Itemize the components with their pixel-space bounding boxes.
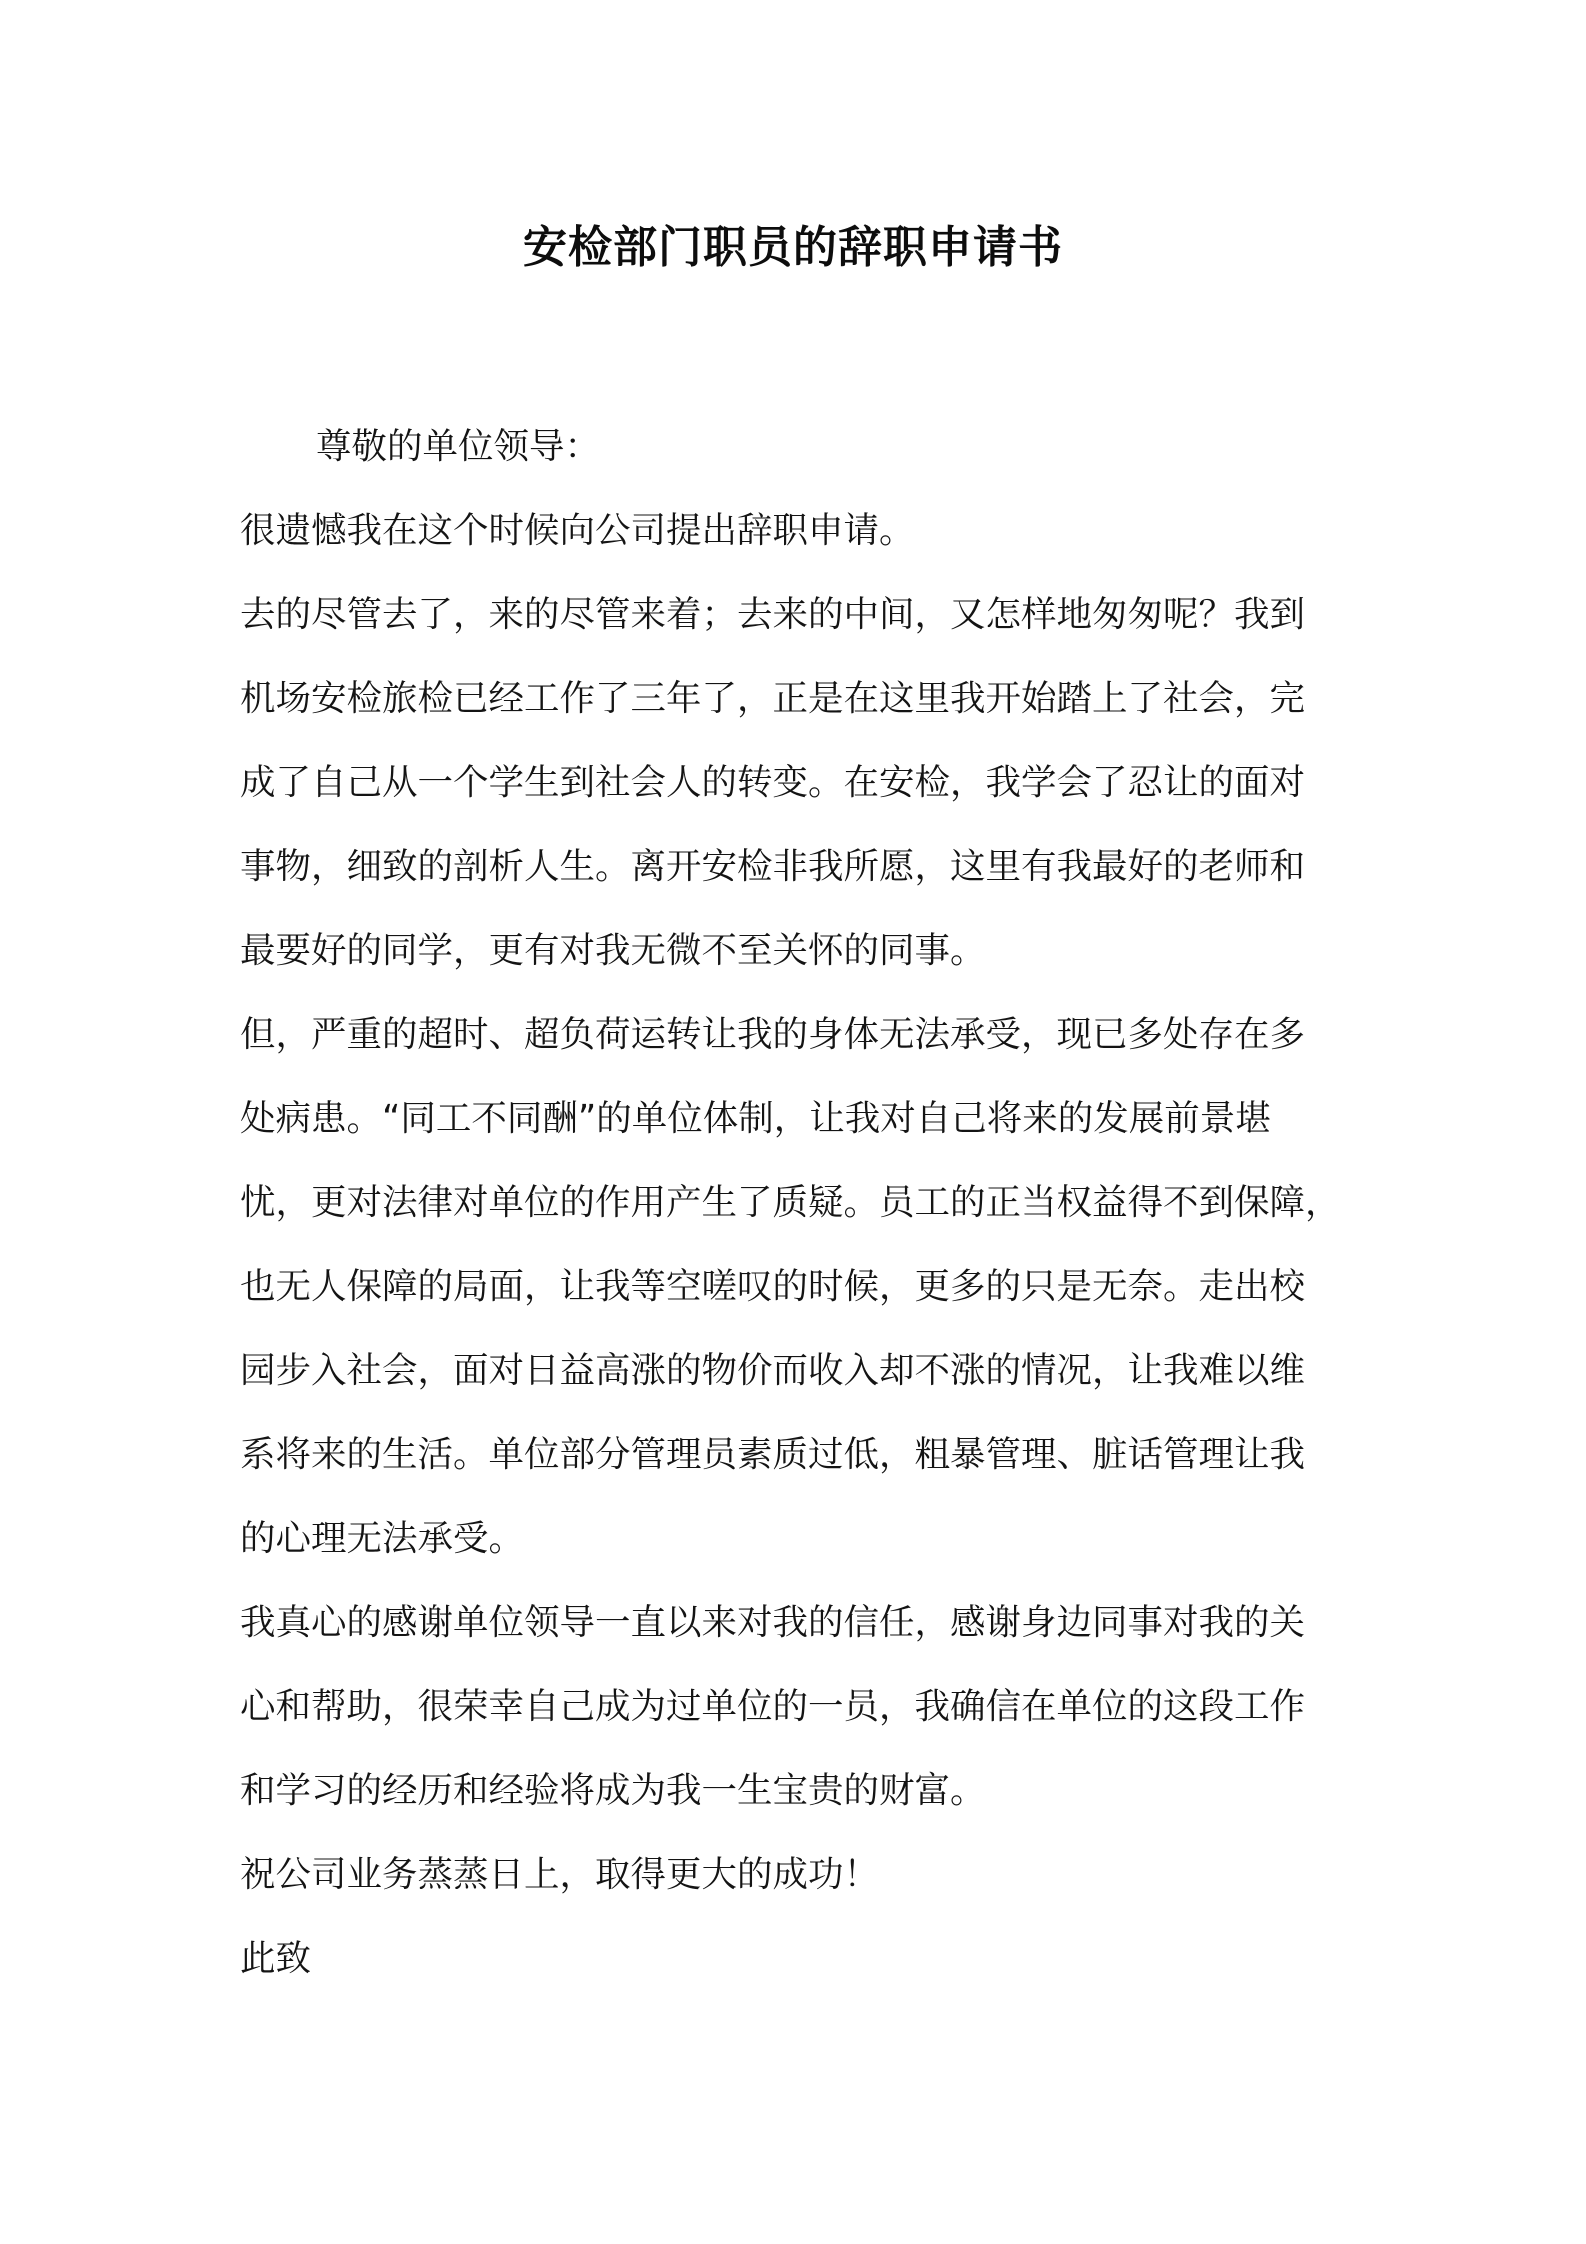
body-line: 机场安检旅检已经工作了三年了，正是在这里我开始踏上了社会，完 <box>240 678 1306 719</box>
body-line: 但，严重的超时、超负荷运转让我的身体无法承受，现已多处存在多 <box>240 1014 1306 1055</box>
body-line: 成了自己从一个学生到社会人的转变。在安检，我学会了忍让的面对 <box>240 762 1306 803</box>
body-line: 忧，更对法律对单位的作用产生了质疑。员工的正当权益得不到保障， <box>240 1182 1341 1223</box>
body-line: 我真心的感谢单位领导一直以来对我的信任，感谢身边同事对我的关 <box>240 1602 1306 1643</box>
body-line: 系将来的生活。单位部分管理员素质过低，粗暴管理、脏话管理让我 <box>240 1434 1306 1475</box>
salutation: 尊敬的单位领导： <box>316 426 601 467</box>
document-title: 安检部门职员的辞职申请书 <box>523 222 1063 273</box>
body-line: 和学习的经历和经验将成为我一生宝贵的财富。 <box>240 1770 986 1811</box>
body-line: 很遗憾我在这个时候向公司提出辞职申请。 <box>240 510 915 551</box>
body-line: 园步入社会，面对日益高涨的物价而收入却不涨的情况，让我难以维 <box>240 1350 1306 1391</box>
body-line: 去的尽管去了，来的尽管来着；去来的中间，又怎样地匆匆呢？我到 <box>240 594 1306 635</box>
body-line: 心和帮助，很荣幸自己成为过单位的一员，我确信在单位的这段工作 <box>240 1686 1306 1727</box>
body-line: 最要好的同学，更有对我无微不至关怀的同事。 <box>240 930 986 971</box>
closing-wish: 祝公司业务蒸蒸日上，取得更大的成功！ <box>240 1854 880 1895</box>
closing-phrase: 此致 <box>240 1938 312 1979</box>
letter-body <box>240 405 1350 2001</box>
body-line: 处病患。“同工不同酬”的单位体制，让我对自己将来的发展前景堪 <box>240 1098 1271 1139</box>
body-line: 事物，细致的剖析人生。离开安检非我所愿，这里有我最好的老师和 <box>240 846 1306 887</box>
body-line: 的心理无法承受。 <box>240 1518 525 1559</box>
body-line: 也无人保障的局面，让我等空嗟叹的时候，更多的只是无奈。走出校 <box>240 1266 1306 1307</box>
